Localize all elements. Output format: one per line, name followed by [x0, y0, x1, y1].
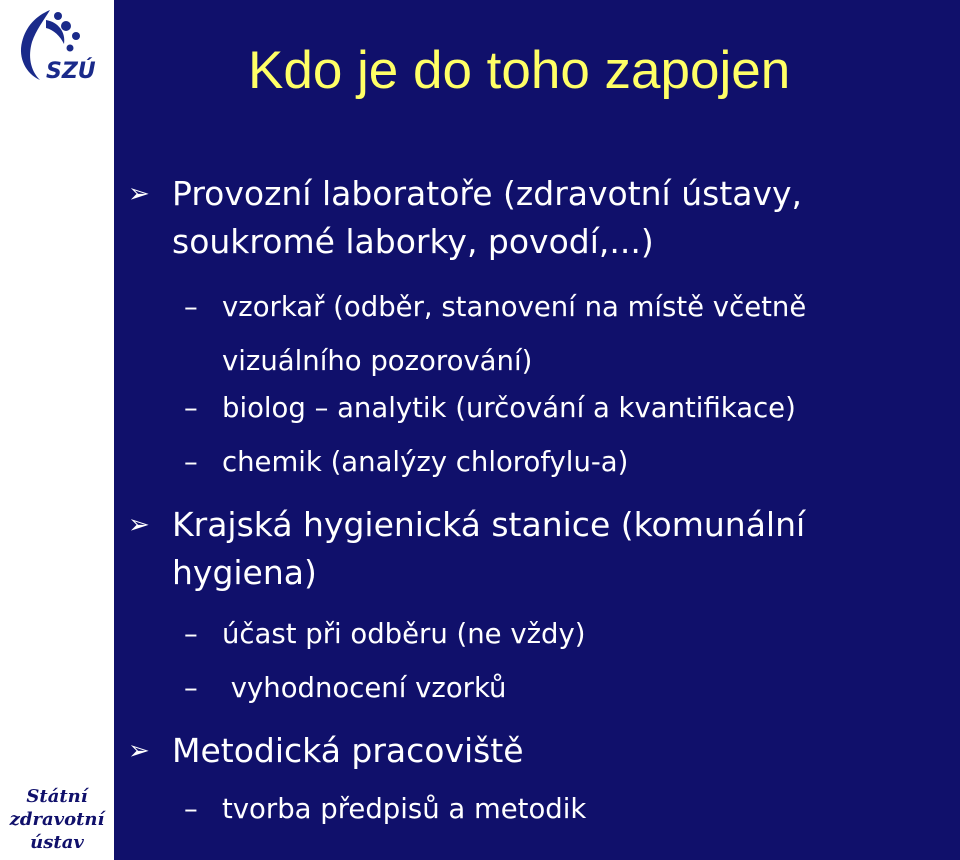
- dash-bullet-icon: –: [184, 392, 198, 424]
- bullet-text-line2: hygiena): [172, 553, 317, 592]
- bullet-item-provozni: [128, 170, 803, 266]
- logo-text: SZÚ: [46, 59, 96, 84]
- bullet-text: biolog – analytik (určování a kvantifikace): [222, 392, 796, 424]
- bullet-text-line2: soukromé laborky, povodí,...): [172, 222, 654, 261]
- dash-bullet-icon: –: [184, 618, 198, 650]
- bullet-item-chemik: [184, 435, 629, 489]
- dash-bullet-icon: –: [184, 793, 198, 825]
- bullet-item-ucast: [184, 607, 586, 661]
- org-name-line1: Státní: [26, 786, 88, 807]
- arrow-bullet-icon: ➢: [128, 179, 150, 209]
- bullet-text: účast při odběru (ne vždy): [222, 618, 586, 650]
- bullet-item-biolog: [184, 381, 796, 435]
- org-name-line2: zdravotní: [9, 809, 105, 830]
- org-name-line3: ústav: [30, 832, 84, 853]
- szu-logo: [6, 6, 106, 88]
- bullet-text-line2: vizuálního pozorování): [222, 345, 533, 377]
- bullet-text: Metodická pracoviště: [172, 731, 524, 770]
- slide-title: Kdo je do toho zapojen: [248, 41, 791, 100]
- bullet-text-line1: Provozní laboratoře (zdravotní ústavy,: [172, 174, 803, 213]
- bullet-item-krajska: [128, 501, 806, 597]
- bullet-item-vyhodnoceni: [184, 661, 507, 715]
- bullet-item-metodicka: [128, 727, 524, 775]
- bullet-text-line1: vzorkař (odběr, stanovení na místě včetně: [222, 291, 807, 323]
- bullet-text: vyhodnocení vzorků: [222, 672, 507, 704]
- slide-content: [114, 0, 960, 860]
- organization-name: [0, 785, 114, 854]
- arrow-bullet-icon: ➢: [128, 736, 150, 766]
- bullet-item-vzorkar: [184, 280, 807, 388]
- dash-bullet-icon: –: [184, 446, 198, 478]
- bullet-text: tvorba předpisů a metodik: [222, 793, 587, 825]
- bullet-text-line1: Krajská hygienická stanice (komunální: [172, 505, 806, 544]
- sidebar: [0, 0, 114, 860]
- bullet-item-tvorba: [184, 782, 587, 836]
- dash-bullet-icon: –: [184, 672, 198, 704]
- dash-bullet-icon: –: [184, 291, 198, 323]
- arrow-bullet-icon: ➢: [128, 510, 150, 540]
- bullet-text: chemik (analýzy chlorofylu-a): [222, 446, 629, 478]
